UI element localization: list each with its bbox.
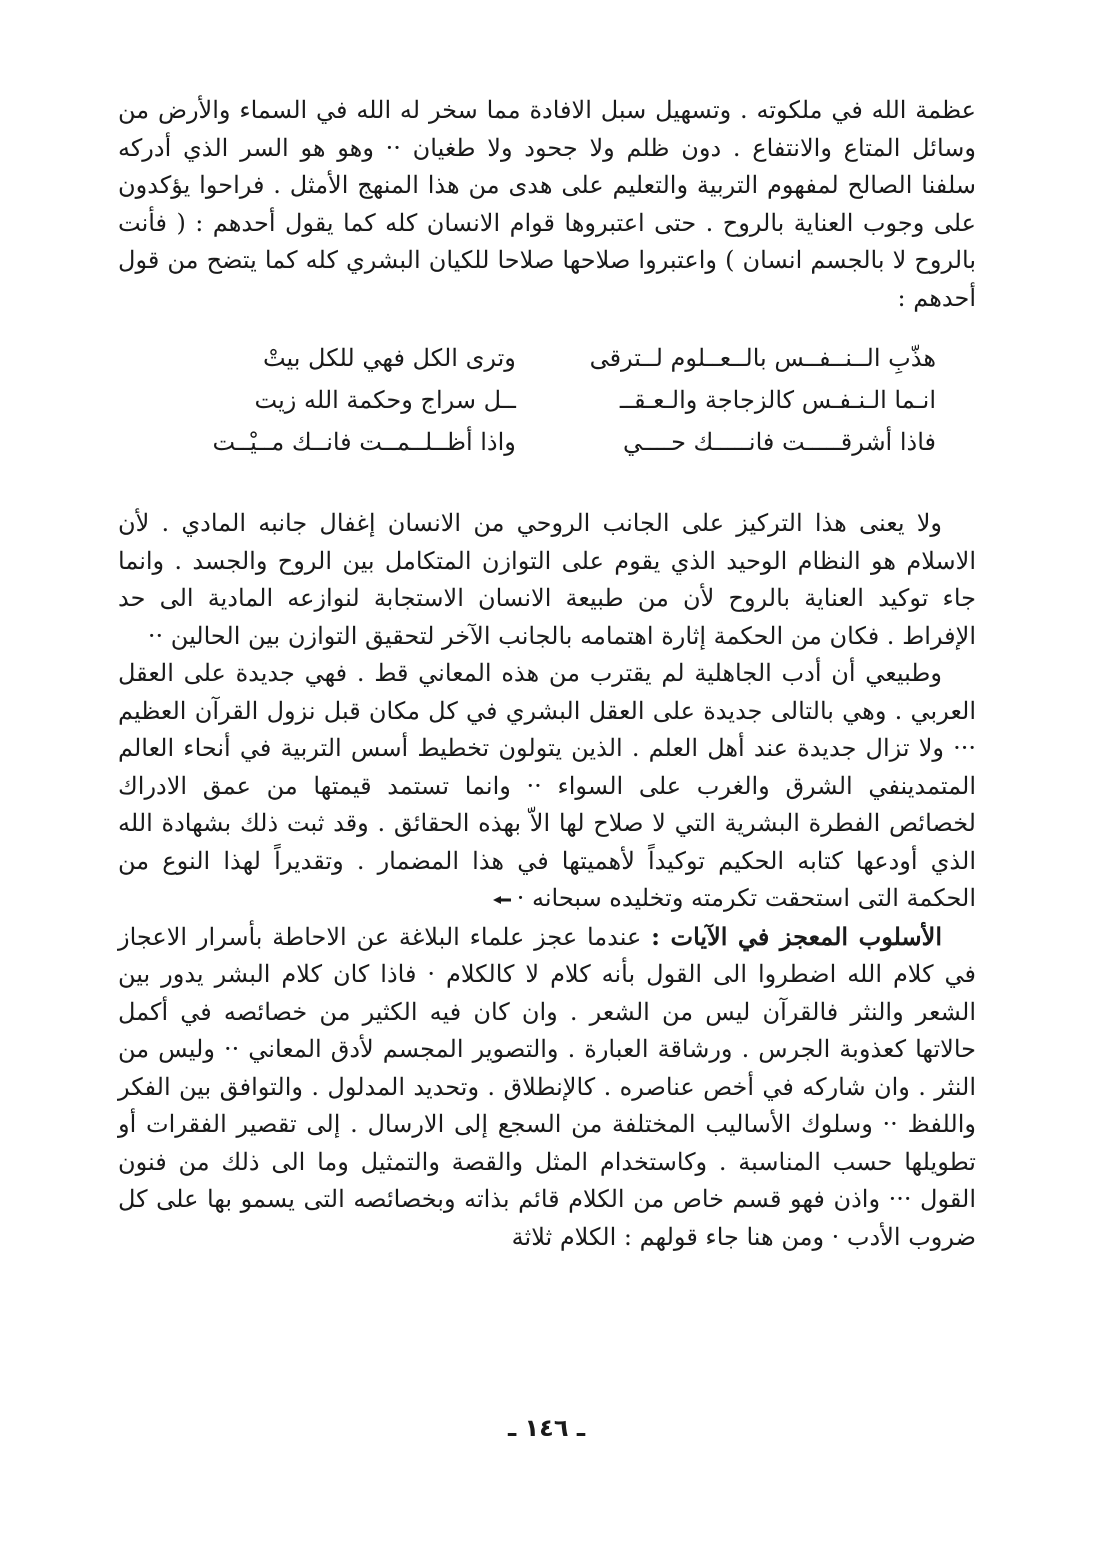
verse-first-hemistich: انـما الـنـفـس كالزجاجة والـعـقــ [619, 386, 936, 414]
verse-first-hemistich: هذّبِ الــنــفــس بالــعــلوم لــترقى [589, 344, 936, 372]
poem-block [158, 337, 936, 463]
section-miraculous-style [118, 918, 976, 1257]
verse-second-hemistich: واذا أظــلــمــت فانــك مــيْــت [212, 428, 516, 456]
paragraph-jahiliya [118, 655, 976, 918]
poem-verse [158, 421, 936, 463]
poem-verse [158, 379, 936, 421]
verse-second-hemistich: وترى الكل فهي للكل بيتْ [262, 344, 516, 372]
section-heading: الأسلوب المعجز في الآيات : [651, 921, 942, 951]
page-body [118, 92, 976, 1256]
paragraph-intro: عظمة الله في ملكوته . وتسهيل سبل الافادة مما سخر له الله في السماء والأرض من وسائل المتاع والانتفاع . دون ظلم ولا جحود ولا طغيان ·· وهو هو السر الذي أدركه سلفنا الصالح لمفهوم التربية والتعليم على هدى من هذا المنهج الأمثل . فراحوا يؤكدون على وجوب العناية بالروح . حتى اعتبروها قوام الانسان كله كما يقول أحدهم : ( فأنت بالروح لا بالجسم انسان ) واعتبروا صلاحها صلاحا للكيان البشري كله كما يتضح من قول أحدهم : [118, 96, 977, 312]
page-number: ـ ١٤٦ ـ [507, 1414, 586, 1442]
verse-first-hemistich: فاذا أشرقـــــت فانـــــك حــــي [622, 428, 936, 456]
paragraph-jahiliya-text: وطبيعي أن أدب الجاهلية لم يقترب من هذه المعاني قط . فهي جديدة على العقل العربي . وهي بالتالى جديدة على العقل البشري في كل مكان قبل نزول القرآن العظيم ··· ولا تزال جديدة عند أهل العلم . الذين يتولون تخطيط أسس التربية في أنحاء العالم المتمدينفي الشرق والغرب على السواء ·· وانما تستمد قيمتها من عمق الادراك لخصائص الفطرة البشرية التي لا صلاح لها الاّ بهذه الحقائق . وقد ثبت ذلك بشهادة الله الذي أودعها كتابه الحكيم توكيداً لأهميتها في هذا المضمار . وتقديراً لهذا النوع من الحكمة التى استحقت تكرمته وتخليده سبحانه · [118, 659, 976, 912]
paragraph-balance: ولا يعنى هذا التركيز على الجانب الروحي من الانسان إغفال جانبه المادي . لأن الاسلام هو النظام الوحيد الذي يقوم على التوازن المتكامل بين الروح والجسد . وانما جاء توكيد العناية بالروح لأن من طبيعة الانسان الاستجابة لنوازعه المادية الى حد الإفراط . فكان من الحكمة إثارة اهتمامه بالجانب الآخر لتحقيق التوازن بين الحالين ·· [118, 509, 976, 650]
poem-verse [158, 337, 936, 379]
pointing-hand-icon [491, 895, 513, 905]
verse-second-hemistich: ــل سراج وحكمة الله زيت [254, 386, 516, 414]
section-body: عندما عجز علماء البلاغة عن الاحاطة بأسرار الاعجاز في كلام الله اضطروا الى القول بأنه كلام لا كالكلام · فاذا كان كلام البشر يدور بين الشعر والنثر فالقرآن ليس من الشعر . وان كان فيه الكثير من خصائصه في أكمل حالاتها كعذوبة الجرس . ورشاقة العبارة . والتصوير المجسم لأدق المعاني ·· وليس من النثر . وان شاركه في أخص عناصره . كالإنطلاق . وتحديد المدلول . والتوافق بين الفكر واللفظ ·· وسلوك الأساليب المختلفة من السجع إلى الارسال . إلى تقصير الفقرات أو تطويلها حسب المناسبة . وكاستخدام المثل والقصة والتمثيل وما الى ذلك من فنون القول ··· واذن فهو قسم خاص من الكلام قائم بذاته وبخصائصه التى يسمو بها على كل ضروب الأدب · ومن هنا جاء قولهم : الكلام ثلاثة [118, 922, 977, 1251]
